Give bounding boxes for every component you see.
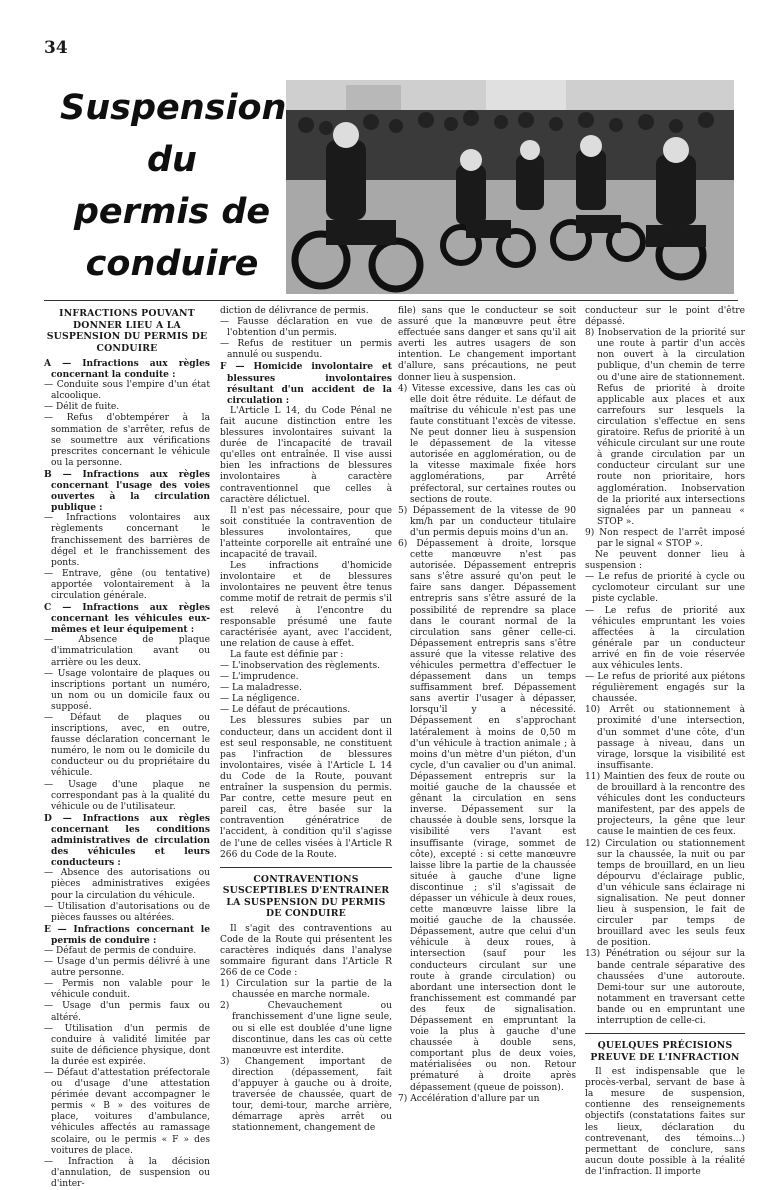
list-item: 8) Inobservation de la priorité sur une route à partir d'un accès non ouvert à la circulation publique, d'un chemin de terre ou d'une aire de stationnement. Refus de priorité à droite applicable aux places et aux carrefours sur lesquels la circulation s'effectue en sens giratoire. Refus de priorité à un véhicule circulant sur une route à grande circulation par un conducteur circulant sur une route non prioritaire, hors agglomération. Inobservation de la priorité aux intersections signalées par un panneau « STOP ».: [585, 328, 745, 527]
list-item: — La négligence.: [220, 694, 300, 705]
list-item: 10) Arrêt ou stationnement à proximité d'une intersection, d'un sommet d'une côte, d'un passage à niveau, dans un virage, lorsque la visibilité est insuffisante.: [585, 705, 745, 771]
list-item: — Entrave, gêne (ou tentative) apportée volontairement à la circulation générale.: [44, 568, 210, 601]
list-item: 11) Maintien des feux de route ou de brouillard à la rencontre des véhicules dont les conducteurs manifestent, par des appels de projecteurs, la gêne que leur cause le maintien de ces feux.: [585, 771, 745, 838]
paragraph: Il s'agit des contraventions au Code de la Route qui présentent les caractères indiqués dans l'analyse sommaire figurant dans l'Article R 266 de ce Code :: [220, 923, 392, 979]
divider: [585, 1033, 745, 1034]
column-3: [398, 306, 576, 1105]
list-item: — L'imprudence.: [220, 672, 299, 683]
list-item: — Usage d'un permis faux ou altéré.: [44, 1001, 210, 1023]
list-item: — Le refus de priorité aux piétons régulièrement engagés sur la chaussée.: [585, 672, 745, 705]
list-item: — Infraction à la décision d'annulation, de suspension ou d'inter-: [44, 1156, 210, 1189]
list-item: 1) Circulation sur la partie de la chaussée en marche normale.: [220, 979, 392, 1001]
list-item: — Fausse déclaration en vue de l'obtention d'un permis.: [220, 317, 392, 339]
paragraph: Ne peuvent donner lieu à suspension :: [585, 550, 745, 572]
list-item: — Le refus de priorité aux véhicules empruntant les voies affectées à la circulation générale par un conducteur arrivé en fin de voie réservée aux véhicules lents.: [585, 605, 745, 671]
section-title: C — Infractions aux règles concernant les véhicules eux-mêmes et leur équipement :: [44, 602, 210, 636]
list-item: diction de délivrance de permis.: [220, 306, 369, 316]
list-item: — Absence des autorisations ou pièces administratives exigées pour la circulation du véhicule.: [44, 868, 210, 901]
list-item: — Le défaut de précautions.: [220, 705, 351, 716]
paragraph: Les infractions d'homicide involontaire et de blessures involontaires ne peuvent être tenus comme motif de retrait de permis s'il est relevé à l'encontre du responsable présumé une faute caractérisée ayant, avec l'accident, une relation de cause à effet.: [220, 561, 392, 649]
list-item: — Refus d'obtempérer à la sommation de s'arrêter, refus de se soumettre aux vérifications prescrites concernant le véhicule ou la personne.: [44, 413, 210, 468]
paragraph: Il n'est pas nécessaire, pour que soit constituée la contravention de blessures involontaires, que l'atteinte corporelle ait entraîné une incapacité de travail.: [220, 505, 392, 561]
title-line: du: [147, 140, 197, 180]
section-heading: QUELQUES PRÉCISIONS PREUVE DE L'INFRACTION: [590, 1040, 740, 1063]
list-item: 9) Non respect de l'arrêt imposé par le signal « STOP ».: [585, 527, 745, 549]
list-item: — La maladresse.: [220, 683, 302, 694]
list-item: — Infractions volontaires aux règlements concernant le franchissement des barrières de dégel et le franchissement des ponts.: [44, 513, 210, 568]
title-line: Suspension: [60, 88, 287, 128]
list-item: 5) Dépassement de la vitesse de 90 km/h par un conducteur titulaire d'un permis depuis moins d'un an.: [398, 505, 576, 538]
column-2: [220, 306, 392, 1134]
list-item: 12) Circulation ou stationnement sur la chaussée, la nuit ou par temps de brouillard, en un lieu dépourvu d'éclairage public, d'un véhicule sans éclairage ni signalisation. Ne peut donner lieu à suspension, le fait de circuler par temps de brouillard avec les seuls feux de position.: [585, 838, 745, 949]
list-item: — Usage volontaire de plaques ou inscriptions portant un numéro, un nom ou un domicile faux ou supposé.: [44, 668, 210, 712]
section-heading: INFRACTIONS POUVANT DONNER LIEU A LA SUSPENSION DU PERMIS DE CONDUIRE: [46, 308, 208, 354]
list-item: 13) Pénétration ou séjour sur la bande centrale séparative des chaussées d'une autoroute. Demi-tour sur une autoroute, notamment en traversant cette bande ou en empruntant une interruption de celle-ci.: [585, 949, 745, 1026]
list-item: 7) Accélération d'allure par un: [398, 1093, 540, 1104]
column-4: [585, 306, 745, 1178]
section-heading: CONTRAVENTIONS SUSCEPTIBLES D'ENTRAINER LA SUSPENSION DU PERMIS DE CONDUIRE: [222, 873, 390, 920]
page-number: 34: [44, 38, 68, 58]
list-item: 3) Changement important de direction (dépassement, fait d'appuyer à gauche ou à droite, traversée de chaussée, quart de tour, demi-tour, marche arrière, démarrage après arrêt ou stationnement, changement de: [220, 1056, 392, 1134]
list-item: — Utilisation d'un permis de conduire à validité limitée par suite de déficience physique, dont la durée est expirée.: [44, 1023, 210, 1067]
list-item: — Usage d'un permis délivré à une autre personne.: [44, 957, 210, 979]
list-item: — Refus de restituer un permis annulé ou suspendu.: [220, 339, 392, 361]
list-item: — Délit de fuite.: [44, 402, 120, 413]
section-title: D — Infractions aux règles concernant les conditions administratives de circulation des véhicules et leurs conducteurs :: [44, 812, 210, 869]
title-line: conduire: [85, 244, 259, 284]
column-1: [44, 306, 210, 1190]
list-item: — Usage d'une plaque ne correspondant pas à la qualité du véhicule ou de l'utilisateur.: [44, 779, 210, 812]
section-title: B — Infractions aux règles concernant l'usage des voies ouvertes à la circulation publique :: [44, 468, 210, 514]
list-item: — Permis non valable pour le véhicule conduit.: [44, 979, 210, 1001]
divider: [44, 300, 738, 301]
list-item: — Utilisation d'autorisations ou de pièces fausses ou altérées.: [44, 901, 210, 923]
list-item: — Le refus de priorité à cycle ou cyclomoteur circulant sur une piste cyclable.: [585, 572, 745, 605]
list-item: — Absence de plaque d'immatriculation avant ou arrière ou les deux.: [44, 635, 210, 668]
list-item: — L'inobservation des règlements.: [220, 661, 380, 671]
list-item: — Défaut de plaques ou inscriptions, avec, en outre, fausse déclaration concernant le numéro, le nom ou le domicile du conducteur ou du propriétaire du véhicule.: [44, 713, 210, 779]
section-title: F — Homicide involontaire et blessures involontaires résultant d'un accident de la circulation :: [220, 361, 392, 406]
paragraph: La faute est définie par :: [230, 649, 344, 660]
list-item: — Défaut d'attestation préfectorale ou d'usage d'une attestation périmée devant accompagner le permis « B » des voitures de place, voitures d'ambulance, véhicules affectés au ramassage scolaire, ou le permis « F » des voitures de place.: [44, 1068, 210, 1156]
paragraph: conducteur sur le point d'être dépassé.: [585, 306, 745, 328]
section-title: E — Infractions concernant le permis de conduire :: [44, 923, 210, 946]
article-title: [60, 82, 287, 292]
section-title: A — Infractions aux règles concernant la conduite :: [44, 358, 210, 381]
list-item: 2) Chevauchement ou franchissement d'une ligne seule, ou si elle est doublée d'une ligne discontinue, dans les cas où cette manœuvre est interdite.: [220, 1001, 392, 1056]
list-item: 4) Vitesse excessive, dans les cas où elle doit être réduite. Le défaut de maîtrise du véhicule n'est pas une faute constituant l'excès de vitesse. Ne peut donner lieu à suspension le dépassement de la vitesse autorisée en agglomération, ou de la vitesse maximale fixée hors agglomérations, par Arrêté préfectoral, sur certaines routes ou sections de route.: [398, 383, 576, 505]
list-item: — Conduite sous l'empire d'un état alcoolique.: [44, 380, 210, 402]
title-line: permis de: [73, 192, 271, 232]
divider: [220, 867, 392, 868]
paragraph: Il est indispensable que le procès-verbal, servant de base à la mesure de suspension, contienne des renseignements objectifs (constatations faites sur les lieux, déclaration du contrevenant, des témoins...) permettant de conclure, sans aucun doute possible à la réalité de l'infraction. Il importe: [585, 1067, 745, 1177]
paragraph: Les blessures subies par un conducteur, dans un accident dont il est seul responsable, ne constituent pas l'infraction de blessures involontaires, visée à l'Article L 14 du Code de la Route, pouvant entraîner la suspension du permis. Par contre, cette mesure peut en pareil cas, être basée sur la contravention génératrice de l'accident, à condition qu'il s'agisse de l'une de celles visées à l'Article R 266 du Code de la Route.: [220, 716, 392, 860]
list-item: — Défaut de permis de conduire.: [44, 945, 197, 956]
paragraph: L'Article L 14, du Code Pénal ne fait aucune distinction entre les blessures involontaires suivant la durée de l'incapacité de travail qu'elles ont entraînée. Il vise aussi bien les infractions de blessures involontaires à caractère contraventionnel que celles à caractère délictuel.: [220, 405, 392, 505]
list-item: 6) Dépassement à droite, lorsque cette manœuvre n'est pas autorisée. Dépassement entrepris sans s'être assuré qu'on peut le faire sans danger. Dépassement entrepris sans s'être assuré de la possibilité de reprendre sa place dans le courant normal de la circulation sans gêner celle-ci. Dépassement entrepris sans s'être assuré que la vitesse relative des véhicules permettra d'effectuer le dépassement dans un temps suffisamment bref. Dépassement sans avertir l'usager à dépasser, lorsqu'il y a nécessité. Dépassement en s'approchant latéralement à moins de 0,50 m d'un véhicule à traction animale ; à moins d'un mètre d'un piéton, d'un cycle, d'un cavalier ou d'un animal. Dépassement entrepris sur la moitié gauche de la chaussée et gênant la circulation en sens inverse. Dépassement sur la chaussée à double sens, lorsque la visibilité vers l'avant est insuffisante (virage, sommet de côte), excepté : si cette manœuvre laisse libre la partie de la chaussée située à gauche d'une ligne discontinue ; s'il s'agissait de dépasser un véhicule à deux roues, cette manœuvre laisse libre la moitié gauche de la chaussée. Dépassement, autre que celui d'un véhicule à deux roues, à intersection (sauf pour les conducteurs circulant sur une route à grande circulation) ou abordant une intersection dont le franchissement est commandé par des feux de signalisation. Dépassement en empruntant la voie la plus à gauche d'une chaussée à double sens, comportant plus de deux voies, matérialisées ou non. Retour prématuré à droite après dépassement (queue de poisson).: [398, 538, 576, 1093]
paragraph: file) sans que le conducteur se soit assuré que la manœuvre peut être effectuée sans danger et sans qu'il ait averti les autres usagers de son intention. Le changement important d'allure, sans précautions, ne peut donner lieu à suspension.: [398, 306, 576, 383]
motorcyclists-photo: [286, 80, 734, 294]
